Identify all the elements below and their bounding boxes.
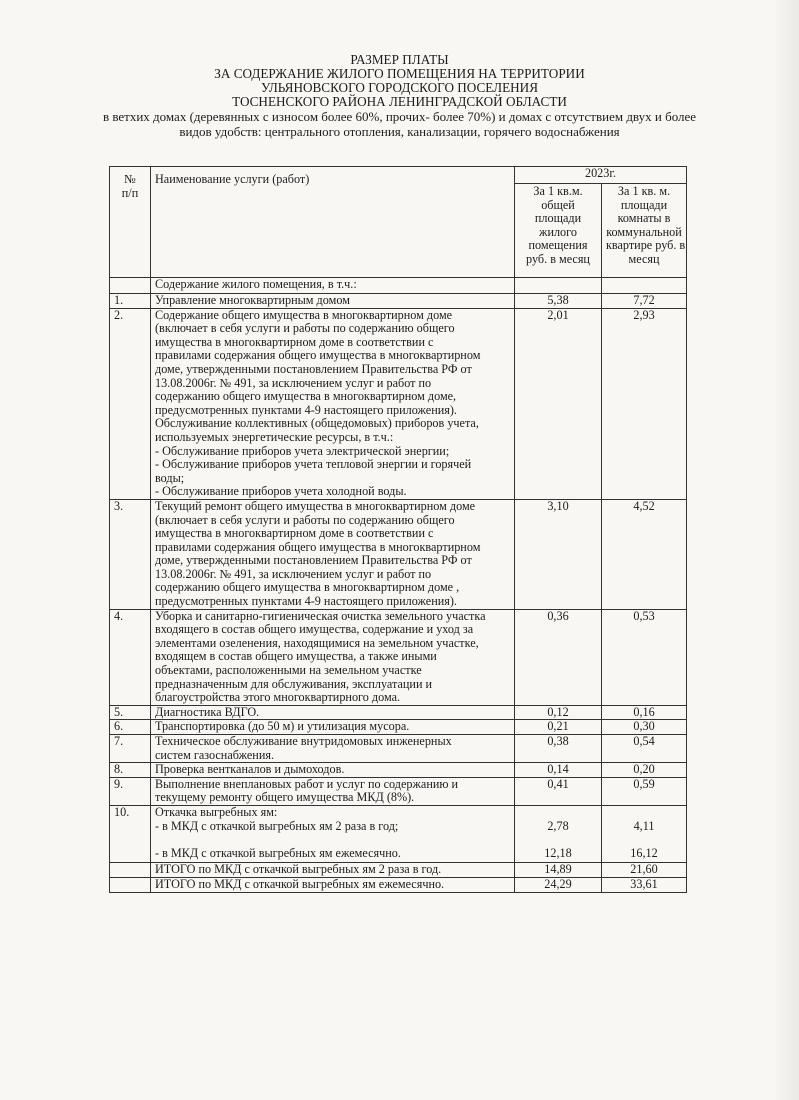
header-col2: площади: [620, 197, 668, 212]
section-title: Содержание жилого помещения, в т.ч.:: [151, 278, 515, 294]
row-line: 13.08.2006г. № 491, за исключением услуг и работ по: [155, 566, 432, 581]
row-line: систем газоснабжения.: [155, 747, 274, 762]
header-col1-cell: [515, 184, 602, 278]
row-number: 1.: [110, 294, 151, 309]
table-row: [110, 705, 687, 720]
row-description: [151, 308, 515, 499]
row-value-2: 0,54: [602, 735, 687, 763]
row-line: предназначенным для обслуживания, эксплуатации и: [155, 676, 433, 691]
row-description: [151, 609, 515, 705]
row-line: содержанию общего имущества в многоквартирном доме,: [155, 389, 457, 404]
row-value-1: 0,38: [515, 735, 602, 763]
scan-edge-shadow: [773, 0, 799, 1100]
table-row: [110, 763, 687, 778]
row-number: 7.: [110, 735, 151, 763]
row-line: воды;: [155, 470, 185, 485]
table-row: [110, 720, 687, 735]
table-row: [110, 777, 687, 805]
row-value-2: 0,59: [602, 777, 687, 805]
total-label: ИТОГО по МКД с откачкой выгребных ям ежемесячно.: [151, 877, 515, 892]
table-row: [110, 308, 687, 499]
section-num-cell: [110, 278, 151, 294]
subtitle-line: видов удобств: центрального отопления, канализации, горячего водоснабжения: [179, 124, 620, 139]
row-description: [151, 805, 515, 862]
section-row: [110, 278, 687, 294]
row-value-1: 0,12: [515, 705, 602, 720]
row-line: - в МКД с откачкой выгребных ям 2 раза в год;: [155, 818, 399, 833]
row-value-2: 4,52: [602, 499, 687, 609]
header-col1: жилого: [539, 224, 577, 239]
row-line: - Обслуживание приборов учета электрической энергии;: [155, 443, 450, 458]
header-num-cell: [110, 167, 151, 278]
row-description: [151, 763, 515, 778]
row-value-2: 0,16: [602, 705, 687, 720]
row-line: благоустройства этого многоквартирного дома.: [155, 690, 401, 705]
row-line: используемых энергетические ресурсы, в т.ч.:: [155, 429, 394, 444]
row-number: 6.: [110, 720, 151, 735]
row-line: Текущий ремонт общего имущества в многоквартирном доме: [155, 498, 476, 513]
header-year-cell: [515, 167, 687, 184]
row-number: 5.: [110, 705, 151, 720]
row-value-1: 0,41: [515, 777, 602, 805]
total-value-1: 14,89: [515, 863, 602, 878]
row-line: правилами содержания общего имущества в многоквартирном: [155, 539, 481, 554]
header-num: п/п: [121, 185, 139, 200]
tariff-table: [109, 166, 687, 893]
row-value-1: 0,36: [515, 609, 602, 705]
row-value-1: 2,01: [515, 308, 602, 499]
row-line-spacer: [155, 833, 510, 847]
total-value-1: 24,29: [515, 877, 602, 892]
row-line: имущества в многоквартирном доме в соответствии с: [155, 526, 434, 541]
row-line: Уборка и санитарно-гигиеническая очистка земельного участка: [155, 608, 486, 623]
row-value-2: 2,93: [602, 308, 687, 499]
row-line: объектами, расположенными на земельном участке: [155, 663, 422, 678]
row-description: [151, 294, 515, 309]
header-col1: руб. в месяц: [526, 251, 590, 266]
row-value-1: 5,38: [515, 294, 602, 309]
header-col1: помещения: [528, 238, 588, 253]
row-value-1: 0,14: [515, 763, 602, 778]
header-name: Наименование услуги (работ): [155, 172, 310, 186]
row-number: 9.: [110, 777, 151, 805]
row-value-2: 0,20: [602, 763, 687, 778]
row-line: правилами содержания общего имущества в многоквартирном: [155, 348, 481, 363]
header-col1: площади: [534, 211, 582, 226]
row-value-2: 0,30: [602, 720, 687, 735]
row-line: содержанию общего имущества в многоквартирном доме ,: [155, 580, 460, 595]
row-line: текущему ремонту общего имущества МКД (8%).: [155, 790, 415, 805]
header-year: 2023г.: [584, 166, 617, 180]
row-line: доме, утвержденными постановлением Правительства РФ от: [155, 553, 472, 568]
row-line: имущества в многоквартирном доме в соответствии с: [155, 334, 434, 349]
title-line: УЛЬЯНОВСКОГО ГОРОДСКОГО ПОСЕЛЕНИЯ: [260, 80, 538, 95]
document-header: [0, 53, 799, 139]
header-col2: коммунальной: [606, 224, 682, 239]
row-line-spacer: [519, 833, 597, 847]
row-number: 3.: [110, 499, 151, 609]
row-value-2: 0,53: [602, 609, 687, 705]
row-value-2: [602, 805, 687, 862]
row-number: 2.: [110, 308, 151, 499]
value-b: 12,18: [544, 845, 572, 860]
row-description: [151, 720, 515, 735]
row-line: Управление многоквартирным домом: [155, 293, 350, 307]
row-line: Откачка выгребных ям:: [155, 804, 278, 819]
subtitle-line: в ветхих домах (деревянных с износом более 60%, прочих- более 70%) и домах с отсутствием двух и более: [102, 109, 697, 124]
value-b: 16,12: [630, 845, 658, 860]
row-description: [151, 735, 515, 763]
row-line: Транспортировка (до 50 м) и утилизация мусора.: [155, 719, 410, 734]
title-line: ТОСНЕНСКОГО РАЙОНА ЛЕНИНГРАДСКОЙ ОБЛАСТИ: [232, 94, 567, 109]
total-row: [110, 877, 687, 892]
row-value-2: 7,72: [602, 294, 687, 309]
header-name-cell: [151, 167, 515, 278]
row-line: Содержание общего имущества в многоквартирном доме: [155, 307, 453, 322]
row-line: доме, утвержденными постановлением Правительства РФ от: [155, 361, 472, 376]
header-col2: За 1 кв. м.: [617, 184, 671, 198]
row-line: предусмотренных пунктами 4-9 настоящего приложения).: [155, 594, 457, 609]
header-num: №: [124, 172, 136, 186]
row-line: Выполнение внеплановых работ и услуг по содержанию и: [155, 776, 459, 791]
row-line: - в МКД с откачкой выгребных ям ежемесячно.: [155, 845, 401, 860]
row-number: 10.: [110, 805, 151, 862]
header-col2: квартире руб. в: [606, 238, 686, 253]
total-value-2: 33,61: [602, 877, 687, 892]
row-value-1: [515, 805, 602, 862]
value-a: 2,78: [547, 818, 569, 833]
table-row: [110, 294, 687, 309]
value-a: 4,11: [633, 818, 655, 833]
row-line: входящего в состав общего имущества, содержание и уход за: [155, 622, 474, 637]
row-line: (включает в себя услуги и работы по содержанию общего: [155, 512, 455, 527]
table-row: [110, 735, 687, 763]
row-line: Проверка вентканалов и дымоходов.: [155, 762, 345, 777]
total-num-cell: [110, 863, 151, 878]
row-line-spacer: [606, 806, 682, 820]
row-line: Обслуживание коллективных (общедомовых) приборов учета,: [155, 416, 479, 431]
header-col2: месяц: [628, 251, 660, 266]
header-col1: За 1 кв.м.: [533, 184, 583, 198]
row-line: - Обслуживание приборов учета тепловой энергии и горячей: [155, 457, 472, 472]
row-line: Техническое обслуживание внутридомовых инженерных: [155, 734, 452, 748]
row-description: [151, 777, 515, 805]
table-row: [110, 805, 687, 862]
row-line-spacer: [519, 806, 597, 820]
row-line: Диагностика ВДГО.: [155, 704, 260, 719]
title-line: ЗА СОДЕРЖАНИЕ ЖИЛОГО ПОМЕЩЕНИЯ НА ТЕРРИТОРИИ: [214, 66, 585, 81]
table-body: [110, 294, 687, 806]
table-row: [110, 499, 687, 609]
row-value-1: 3,10: [515, 499, 602, 609]
header-col2-cell: [602, 184, 687, 278]
row-line: входящем в состав общего имущества, а также иными: [155, 649, 437, 664]
row-line: (включает в себя услуги и работы по содержанию общего: [155, 321, 455, 336]
row-number: 8.: [110, 763, 151, 778]
section-v1-cell: [515, 278, 602, 294]
header-col2: комнаты в: [617, 211, 671, 226]
title-line: РАЗМЕР ПЛАТЫ: [350, 52, 449, 67]
table-header-row: [110, 167, 687, 184]
header-col1: общей: [541, 197, 575, 212]
total-row: [110, 863, 687, 878]
total-label: ИТОГО по МКД с откачкой выгребных ям 2 раза в год.: [151, 863, 515, 878]
row-value-1: 0,21: [515, 720, 602, 735]
total-value-2: 21,60: [602, 863, 687, 878]
table-row: [110, 609, 687, 705]
row-number: 4.: [110, 609, 151, 705]
row-line: - Обслуживание приборов учета холодной воды.: [155, 484, 407, 499]
row-description: [151, 705, 515, 720]
row-line: элементами озеленения, находящимися на земельном участке,: [155, 635, 479, 650]
row-line-spacer: [606, 833, 682, 847]
row-line: 13.08.2006г. № 491, за исключением услуг и работ по: [155, 375, 432, 390]
total-num-cell: [110, 877, 151, 892]
row-line: предусмотренных пунктами 4-9 настоящего приложения).: [155, 402, 457, 417]
row-description: [151, 499, 515, 609]
section-v2-cell: [602, 278, 687, 294]
